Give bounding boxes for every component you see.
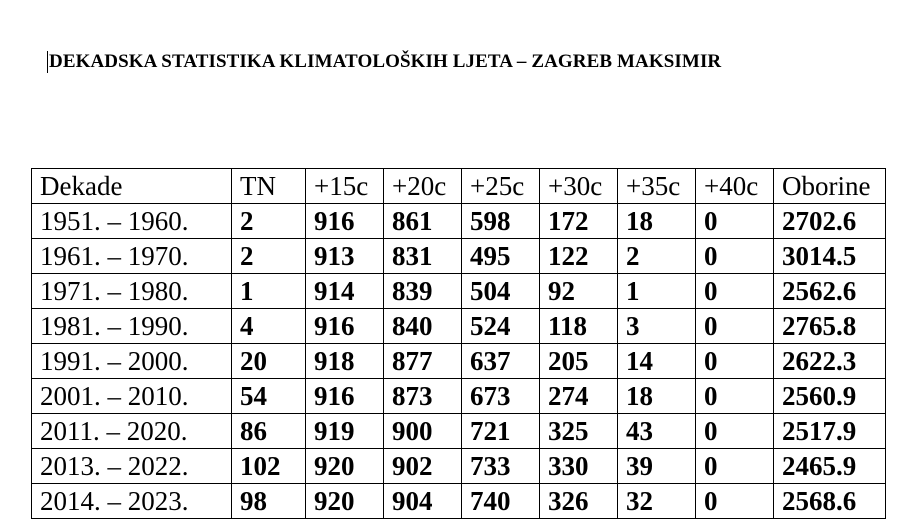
table-row (32, 484, 886, 519)
cell-dekade: 1981. – 1990. (32, 309, 232, 344)
cell-25c: 637 (462, 344, 540, 379)
cell-tn: 4 (232, 309, 306, 344)
cell-40c: 0 (696, 484, 774, 519)
cell-15c: 916 (306, 204, 384, 239)
header-30c: +30c (540, 169, 618, 204)
header-40c: +40c (696, 169, 774, 204)
cell-dekade: 2001. – 2010. (32, 379, 232, 414)
cell-30c: 92 (540, 274, 618, 309)
cell-30c: 172 (540, 204, 618, 239)
header-dekade: Dekade (32, 169, 232, 204)
cell-40c: 0 (696, 414, 774, 449)
cell-15c: 920 (306, 449, 384, 484)
cell-40c: 0 (696, 239, 774, 274)
cell-35c: 18 (618, 379, 696, 414)
cell-oborine: 2622.3 (774, 344, 886, 379)
cell-35c: 39 (618, 449, 696, 484)
cell-dekade: 2014. – 2023. (32, 484, 232, 519)
cell-15c: 916 (306, 309, 384, 344)
cell-oborine: 2765.8 (774, 309, 886, 344)
cell-dekade: 1961. – 1970. (32, 239, 232, 274)
cell-dekade: 1991. – 2000. (32, 344, 232, 379)
cell-15c: 914 (306, 274, 384, 309)
header-tn: TN (232, 169, 306, 204)
cell-40c: 0 (696, 274, 774, 309)
table-row (32, 204, 886, 239)
table-row (32, 344, 886, 379)
table-row (32, 274, 886, 309)
cell-15c: 920 (306, 484, 384, 519)
cell-30c: 122 (540, 239, 618, 274)
table-row (32, 414, 886, 449)
cell-20c: 904 (384, 484, 462, 519)
cell-dekade: 1951. – 1960. (32, 204, 232, 239)
text-cursor (47, 51, 48, 73)
cell-30c: 325 (540, 414, 618, 449)
table-row (32, 309, 886, 344)
cell-oborine: 2517.9 (774, 414, 886, 449)
cell-oborine: 2465.9 (774, 449, 886, 484)
cell-oborine: 3014.5 (774, 239, 886, 274)
document-title: DEKADSKA STATISTIKA KLIMATOLOŠKIH LJETA – ZAGREB MAKSIMIR (49, 51, 722, 72)
cell-15c: 916 (306, 379, 384, 414)
cell-20c: 873 (384, 379, 462, 414)
cell-20c: 840 (384, 309, 462, 344)
cell-40c: 0 (696, 379, 774, 414)
cell-15c: 919 (306, 414, 384, 449)
cell-25c: 721 (462, 414, 540, 449)
cell-oborine: 2702.6 (774, 204, 886, 239)
cell-40c: 0 (696, 309, 774, 344)
climate-statistics-table (31, 168, 886, 519)
cell-35c: 43 (618, 414, 696, 449)
header-25c: +25c (462, 169, 540, 204)
cell-25c: 495 (462, 239, 540, 274)
cell-20c: 902 (384, 449, 462, 484)
cell-tn: 102 (232, 449, 306, 484)
cell-tn: 98 (232, 484, 306, 519)
cell-35c: 14 (618, 344, 696, 379)
cell-35c: 32 (618, 484, 696, 519)
cell-25c: 673 (462, 379, 540, 414)
cell-35c: 2 (618, 239, 696, 274)
cell-25c: 733 (462, 449, 540, 484)
cell-15c: 913 (306, 239, 384, 274)
cell-30c: 118 (540, 309, 618, 344)
cell-20c: 861 (384, 204, 462, 239)
header-oborine: Oborine (774, 169, 886, 204)
cell-oborine: 2568.6 (774, 484, 886, 519)
cell-tn: 20 (232, 344, 306, 379)
table-row (32, 379, 886, 414)
cell-35c: 3 (618, 309, 696, 344)
cell-oborine: 2560.9 (774, 379, 886, 414)
cell-tn: 2 (232, 239, 306, 274)
header-20c: +20c (384, 169, 462, 204)
cell-25c: 524 (462, 309, 540, 344)
cell-20c: 900 (384, 414, 462, 449)
cell-20c: 839 (384, 274, 462, 309)
cell-40c: 0 (696, 204, 774, 239)
cell-30c: 205 (540, 344, 618, 379)
cell-30c: 274 (540, 379, 618, 414)
cell-dekade: 2011. – 2020. (32, 414, 232, 449)
table-header-row (32, 169, 886, 204)
cell-dekade: 2013. – 2022. (32, 449, 232, 484)
cell-25c: 598 (462, 204, 540, 239)
cell-20c: 831 (384, 239, 462, 274)
cell-tn: 54 (232, 379, 306, 414)
cell-30c: 326 (540, 484, 618, 519)
cell-40c: 0 (696, 344, 774, 379)
table-row (32, 239, 886, 274)
cell-tn: 86 (232, 414, 306, 449)
cell-dekade: 1971. – 1980. (32, 274, 232, 309)
cell-15c: 918 (306, 344, 384, 379)
header-35c: +35c (618, 169, 696, 204)
cell-30c: 330 (540, 449, 618, 484)
cell-35c: 18 (618, 204, 696, 239)
cell-20c: 877 (384, 344, 462, 379)
cell-25c: 504 (462, 274, 540, 309)
table-row (32, 449, 886, 484)
header-15c: +15c (306, 169, 384, 204)
cell-oborine: 2562.6 (774, 274, 886, 309)
cell-tn: 2 (232, 204, 306, 239)
cell-tn: 1 (232, 274, 306, 309)
cell-40c: 0 (696, 449, 774, 484)
cell-35c: 1 (618, 274, 696, 309)
cell-25c: 740 (462, 484, 540, 519)
